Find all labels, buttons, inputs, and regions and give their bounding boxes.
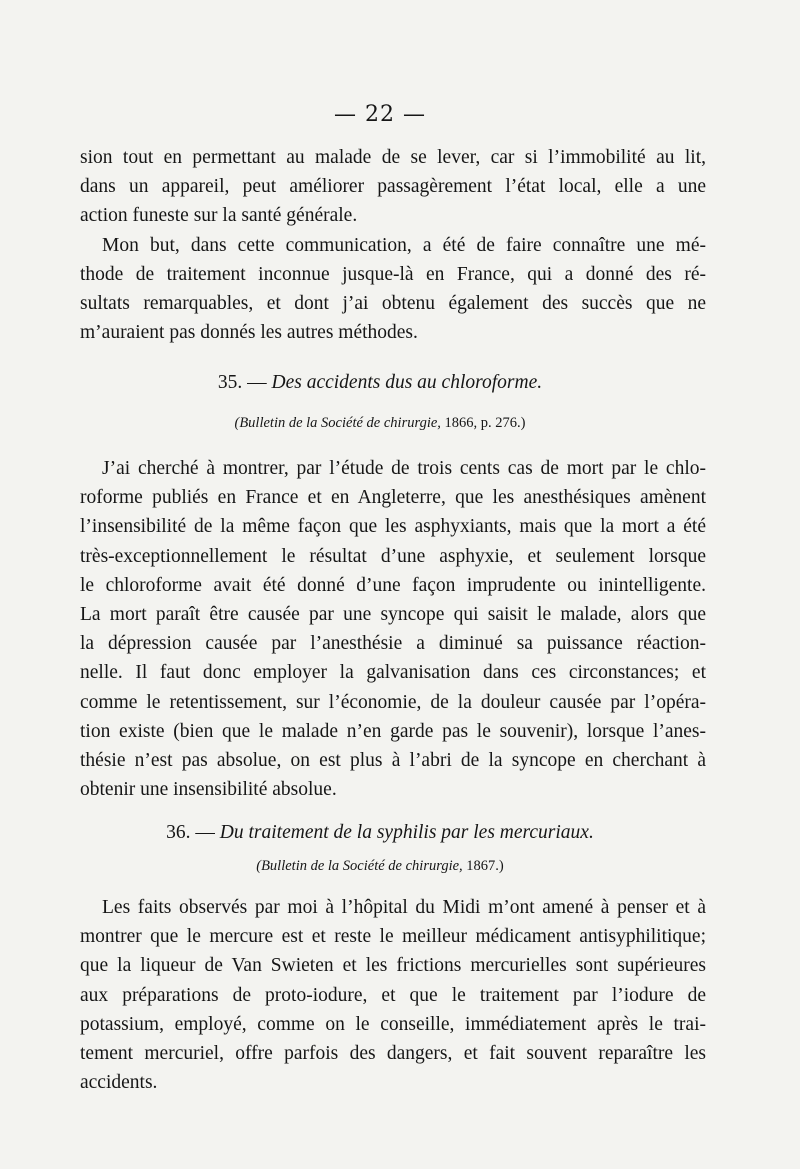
section-number: 36. — xyxy=(166,822,215,843)
section-body-35 xyxy=(80,454,706,804)
section-heading-35 xyxy=(0,372,760,394)
text-line: thésie n’est pas absolue, on est plus à l’abri de la syncope en cherchant à xyxy=(80,749,706,771)
source-detail: 1867.) xyxy=(466,858,504,874)
section-title: Des accidents dus au chloroforme. xyxy=(271,372,543,393)
text-line: thode de traitement inconnue jusque-là en France, qui a donné des ré- xyxy=(80,263,706,285)
text-line: potassium, employé, comme on le conseille, immédiatement après le trai- xyxy=(80,1013,706,1035)
text-line: J’ai cherché à montrer, par l’étude de trois cents cas de mort par le chlo- xyxy=(102,458,706,479)
text-line: comme le retentissement, sur l’économie, de la douleur causée par l’opéra- xyxy=(80,691,706,713)
section-heading-36 xyxy=(0,822,760,844)
text-line: la dépression causée par l’anesthésie a diminué sa puissance réaction- xyxy=(80,633,706,655)
source-title: (Bulletin de la Société de chirurgie, xyxy=(234,415,441,431)
text-line: sultats remarquables, et dont j’ai obtenu également des succès que ne xyxy=(80,292,706,314)
text-line: que la liqueur de Van Swieten et les frictions mercurielles sont supérieures xyxy=(80,955,706,977)
text-line: tement mercuriel, offre parfois des dangers, et fait souvent reparaître les xyxy=(80,1042,706,1064)
text-line: sion tout en permettant au malade de se lever, car si l’immobilité au lit, xyxy=(80,147,706,168)
text-line: dans un appareil, peut améliorer passagèrement l’état local, elle a une xyxy=(80,176,706,198)
source-title: (Bulletin de la Société de chirurgie, xyxy=(256,858,463,874)
section-source-35 xyxy=(0,415,760,432)
text-line: accidents. xyxy=(80,1072,158,1094)
source-detail: 1866, p. 276.) xyxy=(444,415,526,431)
intro-text xyxy=(80,143,706,347)
text-line: très-exceptionnellement le résultat d’une asphyxie, et seulement lorsque xyxy=(80,545,706,567)
text-line: Les faits observés par moi à l’hôpital du Midi m’ont amené à penser et à xyxy=(102,897,706,918)
text-line: action funeste sur la santé générale. xyxy=(80,205,358,227)
text-line: le chloroforme avait été donné d’une façon imprudente ou inintelligente. xyxy=(80,574,706,596)
text-line: La mort paraît être causée par une syncope qui saisit le malade, alors que xyxy=(80,603,706,625)
section-body-36 xyxy=(80,893,706,1097)
text-line: tion existe (bien que le malade n’en garde pas le souvenir), lorsque l’anes- xyxy=(80,720,706,742)
text-line: Mon but, dans cette communication, a été de faire connaître une mé- xyxy=(102,234,706,256)
section-title: Du traitement de la syphilis par les mercuriaux. xyxy=(219,822,594,843)
text-line: montrer que le mercure est et reste le meilleur médicament antisyphilitique; xyxy=(80,926,706,948)
text-line: l’insensibilité de la même façon que les asphyxiants, mais que la mort a été xyxy=(80,516,706,538)
text-line: roforme publiés en France et en Angleterre, que les anesthésiques amènent xyxy=(80,487,706,509)
section-number: 35. — xyxy=(217,372,267,393)
text-line: aux préparations de proto-iodure, et que le traitement par l’iodure de xyxy=(80,984,706,1006)
text-line: m’auraient pas donnés les autres méthodes. xyxy=(80,322,418,344)
text-line: obtenir une insensibilité absolue. xyxy=(80,779,337,801)
text-line: nelle. Il faut donc employer la galvanisation dans ces circonstances; et xyxy=(80,662,706,684)
section-source-36 xyxy=(0,858,760,875)
page-number: — 22 — xyxy=(334,102,426,127)
